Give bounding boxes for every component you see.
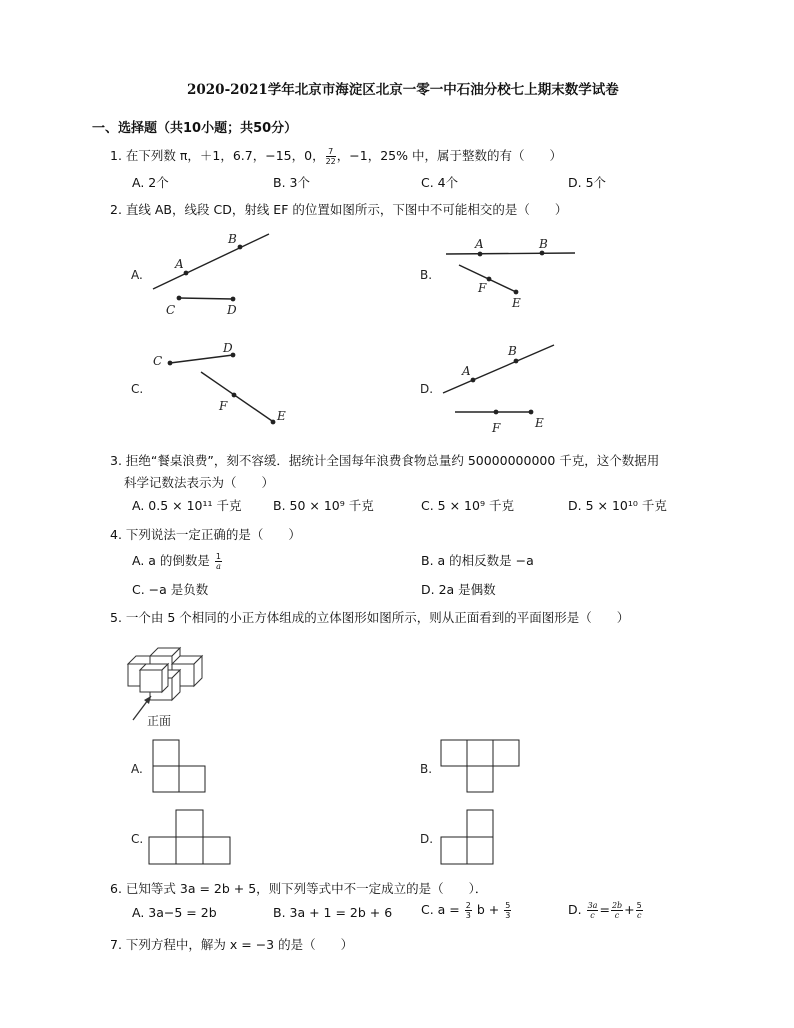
q4-option-b: B. a 的相反数是 −a [421,553,534,568]
q5-option-a-shape [153,740,205,792]
q3-option-a: A. 0.5 × 10¹¹ 千克 [132,498,242,513]
point-b [238,245,243,250]
q6-option-b: B. 3a + 1 = 2b + 6 [273,905,393,920]
line-ab [153,234,269,289]
q5-option-c-shape [149,810,230,864]
q2-option-a-letter: A. [131,268,143,282]
q5-option-d-letter: D. [420,832,434,846]
q1-option-a: A. 2个 [132,175,169,190]
question-7-stem: 7. 下列方程中，解为 x = −3 的是（ ） [110,937,354,952]
svg-text:C: C [153,354,163,368]
q6-option-d: D. $\frac{3a}{c}$ = $\frac{2b}{c}$ + $\frac{5}{c}$ [568,901,642,920]
q2-option-d-letter: D. [420,382,434,396]
svg-text:A: A [175,257,184,271]
svg-text:A: A [462,364,471,378]
svg-text:B: B [508,344,517,358]
q1-option-b: B. 3个 [273,175,310,190]
q5-option-b-letter: B. [420,762,433,776]
question-1-stem: 1. 在下列数 π，＋1，6.7，−15，0， $\frac{7}{22}$ ，−1，25% 中，属于整数的有（ ） [110,147,562,166]
line-ab [446,253,575,254]
q5-option-a-letter: A. [131,762,143,776]
segment-cd [179,298,233,299]
svg-text:E: E [277,409,286,423]
question-3-stem-line1: 3. 拒绝“餐桌浪费”，刻不容缓．据统计全国每年浪费食物总量约 50000000000 千克，这个数据用 [110,453,660,468]
q4-option-d: D. 2a 是偶数 [421,582,496,597]
svg-text:B: B [539,237,548,251]
q5-option-d-shape [441,810,493,864]
svg-text:A: A [475,237,484,251]
svg-text:F: F [219,399,228,413]
q2-figures [0,0,794,440]
question-3-stem-line2: 科学记数法表示为（ ） [124,475,275,490]
q4-option-c: C. −a 是负数 [132,582,209,597]
page-title: 2020-2021学年北京市海淀区北京一零一中石油分校七上期末数学试卷 [187,82,619,98]
section-heading: 一、选择题（共10小题；共50分） [92,121,298,136]
question-2-stem: 2. 直线 AB，线段 CD，射线 EF 的位置如图所示，下图中不可能相交的是（ ） [110,202,568,217]
svg-text:C: C [166,303,176,317]
svg-text:F: F [492,421,501,435]
q2-option-b-letter: B. [420,268,433,282]
point-a [184,271,189,276]
q2-option-c-letter: C. [131,382,144,396]
q6-option-a: A. 3a−5 = 2b [132,905,217,920]
svg-text:D: D [227,303,237,317]
q4-option-a: A. a 的倒数是 $\frac{1}{a}$ [132,552,221,571]
front-label: 正面 [147,714,172,728]
q3-option-d: D. 5 × 10¹⁰ 千克 [568,498,667,513]
q1-option-d: D. 5个 [568,175,607,190]
svg-text:F: F [478,281,487,295]
line-ab [443,345,554,393]
question-6-stem: 6. 已知等式 3a = 2b + 5，则下列等式中不一定成立的是（ ）． [110,881,488,896]
fraction: $\frac{7}{22}$ [325,147,336,166]
q3-option-c: C. 5 × 10⁹ 千克 [421,498,514,513]
svg-text:E: E [535,416,544,430]
q5-option-c-letter: C. [131,832,144,846]
ray-ef [201,372,275,423]
svg-text:D: D [223,341,233,355]
svg-text:B: B [228,232,237,246]
segment-cd [170,355,233,363]
q6-option-c: C. a = $\frac{2}{3}$ b + $\frac{5}{3}$ [421,901,511,920]
svg-text:E: E [512,296,521,310]
question-5-stem: 5. 一个由 5 个相同的小正方体组成的立体图形如图所示，则从正面看到的平面图形是（ ） [110,610,630,625]
q5-option-b-shape [441,740,519,792]
q5-figures [0,630,794,870]
question-4-stem: 4. 下列说法一定正确的是（ ） [110,527,301,542]
q3-option-b: B. 50 × 10⁹ 千克 [273,498,374,513]
q1-option-c: C. 4个 [421,175,459,190]
cube-stack-figure [128,648,202,700]
